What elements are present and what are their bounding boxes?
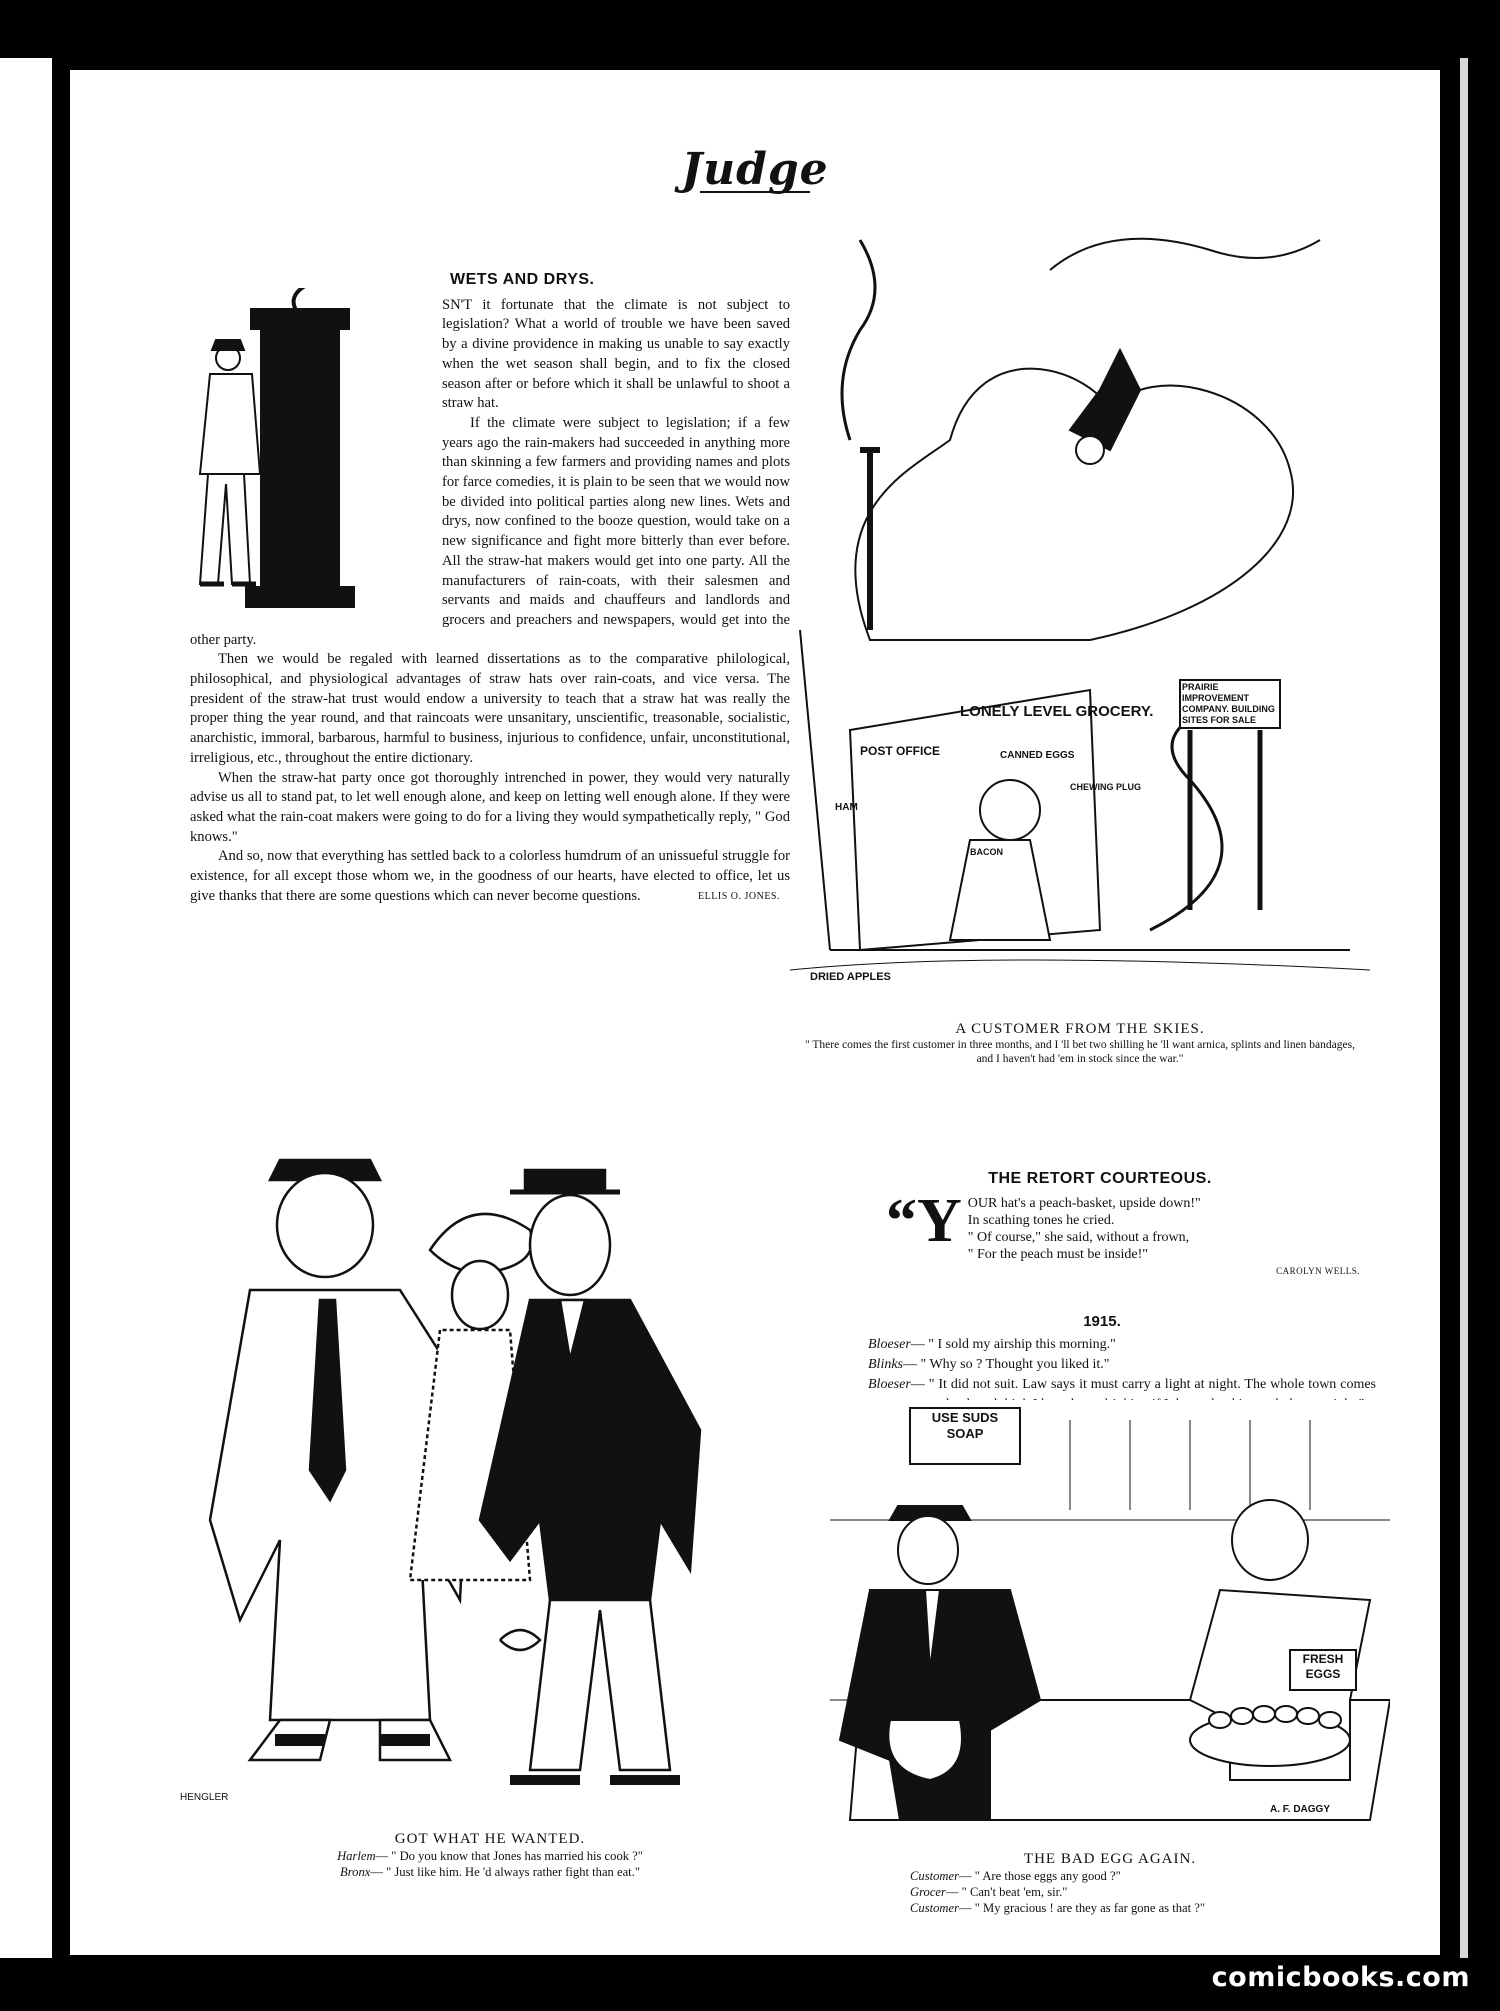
- dialogue-line: Bloeser— " I sold my airship this morning.": [868, 1337, 1116, 1352]
- poem-byline: CAROLYN WELLS.: [1276, 1266, 1360, 1276]
- speaker: Customer: [910, 1901, 959, 1915]
- caption-title: THE BAD EGG AGAIN.: [1023, 1851, 1197, 1867]
- dialogue-title: 1915.: [1083, 1313, 1121, 1330]
- speaker: Bronx: [340, 1865, 371, 1879]
- masthead: Judge: [70, 144, 1440, 193]
- artist-signature: A. F. DAGGY: [1270, 1804, 1331, 1815]
- speech: " Do you know that Jones has married his cook ?": [391, 1849, 643, 1863]
- speaker: Bloeser: [868, 1337, 911, 1352]
- site-watermark: comicbooks.com: [1211, 1962, 1470, 1993]
- article-title: WETS AND DRYS.: [450, 271, 595, 288]
- sign-ham: HAM: [835, 802, 858, 813]
- cartoon-got-what-he-wanted: [180, 1100, 800, 1930]
- cartoon-skies-drawing: [790, 210, 1370, 1010]
- artist-signature: HENGLER: [180, 1792, 229, 1803]
- dialogue-line: Grocer— " Can't beat 'em, sir.": [910, 1885, 1068, 1899]
- article-paragraph: Then we would be regaled with learned dissertations as to the comparative philological, philosophical, and physiological advantages of straw hats over rain-coats, and vice versa. The president of the straw-hat trust would endow a university to teach that a straw hat was really the proper thing the year round, and that raincoats were unsanitary, unscientific, treasonable, socialistic, anarchistic, immoral, barbarous, harmful to business, injurious to confidence, unfair, unconstitutional, irreligious, etc., throughout the entire dictionary.: [190, 651, 790, 766]
- dialogue-line: Bronx— " Just like him. He 'd always rather fight than eat.": [340, 1865, 640, 1879]
- dropcap-letter: I: [300, 479, 304, 491]
- sign-canned-eggs: CANNED EGGS: [1000, 750, 1075, 761]
- cartoon-customer-from-skies: [790, 210, 1370, 1140]
- article-paragraph: SN'T it fortunate that the climate is not subject to legislation? What a world of trouble we have been saved by a divine providence in making us unable to say exactly when the wet season shall begin, and to fix the closed season after or before which it shall be unlawful to shoot a straw hat.: [442, 296, 790, 412]
- cartoon-wanted-drawing: [180, 1100, 800, 1820]
- facing-page-edge: [0, 58, 52, 1958]
- cartoon-bad-egg-again: [830, 1400, 1390, 1940]
- dropcap-illustration: [190, 288, 430, 618]
- article-paragraph: [190, 847, 790, 906]
- speech: " It did not suit. Law says it must carry a light at night. The whole town comes: [928, 1377, 1377, 1392]
- article-paragraph: If the climate were subject to legislation; if a few years ago the rain-makers had succeeded in anything more than skinning a few farmers and providing names and plots for farce comedies, it is plain to be seen that we would now be divided into political parties along new lines. Wets and drys, now confined to the booze question, would take on a new significance and fight more bitterly than ever before. All the straw-hat makers would get into one party. All the manufacturers of rain-coats, with their salesmen and servants and maids and chauffeurs and landlords and grocers and preachers and newspapers, would get into the other party.: [190, 414, 790, 648]
- sign-dried-apples: DRIED APPLES: [810, 971, 891, 983]
- sign-fresh-eggs: FRESH EGGS: [1302, 1652, 1344, 1681]
- poem-title: THE RETORT COURTEOUS.: [988, 1170, 1212, 1187]
- article-byline: ELLIS O. JONES.: [698, 890, 780, 902]
- sign-grocery: LONELY LEVEL GROCERY.: [960, 703, 1154, 720]
- caption-dialogue: [180, 1848, 800, 1880]
- caption-title: A CUSTOMER FROM THE SKIES.: [955, 1021, 1205, 1037]
- sign-prairie: PRAIRIE IMPROVEMENT COMPANY. BUILDING SITES FOR SALE: [1182, 682, 1275, 725]
- poem-initial: “Y: [886, 1187, 962, 1255]
- poem-line: In scathing tones he cried.: [967, 1213, 1115, 1228]
- poem-retort-courteous: [840, 1170, 1360, 1280]
- speaker: Grocer: [910, 1885, 946, 1899]
- dialogue-line: Customer— " My gracious ! are they as far gone as that ?": [910, 1901, 1205, 1915]
- dialogue-line: Harlem— " Do you know that Jones has married his cook ?": [337, 1849, 643, 1863]
- caption-dialogue: [830, 1868, 1390, 1916]
- sign-bacon: BACON: [970, 847, 1003, 857]
- speech: " Just like him. He 'd always rather fight than eat.": [386, 1865, 640, 1879]
- speech: " Why so ? Thought you liked it.": [920, 1357, 1110, 1372]
- speaker: Bloeser: [868, 1377, 911, 1392]
- article-paragraph-text: And so, now that everything has settled back to a colorless humdrum of an unissueful struggle for existence, for all except those whom we, in the goodness of our hearts, have elected to office, let us give thanks that there are some questions which can never become questions.: [190, 848, 790, 904]
- speech: " Can't beat 'em, sir.": [961, 1885, 1068, 1899]
- cartoon-egg-drawing: [830, 1400, 1390, 1840]
- speaker: Harlem: [337, 1849, 376, 1863]
- page-spine-edge: [1460, 58, 1468, 1958]
- article-paragraph: When the straw-hat party once got thoroughly intrenched in power, they would very naturally advise us all to stand pat, to let well enough alone, and keep on letting well enough alone. If they were asked what the rain-coat makers were going to do for a living they would sympathetically reply, " God knows.": [190, 769, 790, 845]
- poem-line: " Of course," she said, without a frown,: [967, 1230, 1190, 1245]
- sign-chewing-plug: CHEWING PLUG: [1070, 782, 1141, 792]
- speech: " I sold my airship this morning.": [928, 1337, 1116, 1352]
- sign-soap: USE SUDS SOAP: [931, 1410, 999, 1441]
- speaker: Customer: [910, 1869, 959, 1883]
- caption-text: " There comes the first customer in three months, and I 'll bet two shilling he 'll want arnica, splints and linen bandages, and I haven't had 'em in stock since the war.": [805, 1039, 1355, 1065]
- article-wets-and-drys: [190, 270, 790, 907]
- speech: " Are those eggs any good ?": [974, 1869, 1121, 1883]
- poem-line: OUR hat's a peach-basket, upside down!": [967, 1196, 1201, 1211]
- magazine-page: [70, 70, 1440, 1955]
- poem-line: " For the peach must be inside!": [967, 1247, 1148, 1262]
- dialogue-line: Customer— " Are those eggs any good ?": [910, 1869, 1121, 1883]
- speech: " My gracious ! are they as far gone as that ?": [974, 1901, 1205, 1915]
- dialogue-line: Blinks— " Why so ? Thought you liked it.": [868, 1357, 1110, 1372]
- dialogue-line: Bloeser— " It did not suit. Law says it must carry a light at night. The whole town comes: [828, 1375, 1376, 1415]
- sign-post-office: POST OFFICE: [860, 744, 941, 758]
- speaker: Blinks: [868, 1357, 903, 1372]
- caption-title: GOT WHAT HE WANTED.: [394, 1831, 586, 1847]
